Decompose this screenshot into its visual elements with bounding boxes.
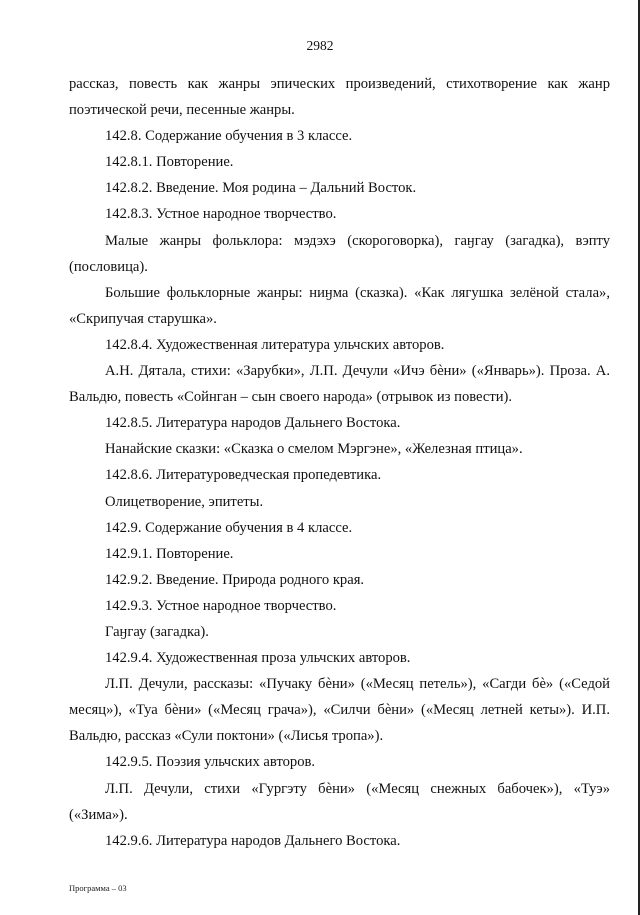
- paragraph: Гаӈгау (загадка).: [105, 623, 209, 640]
- section-heading: 142.9.1. Повторение.: [105, 545, 234, 562]
- page-number: 2982: [306, 38, 334, 53]
- section-heading: 142.8.5. Литература народов Дальнего Востока.: [105, 415, 401, 432]
- paragraph: А.Н. Дятала, стихи: «Зарубки», Л.П. Дечули «Ичэ бѐни» («Январь»). Проза. А. Вальдю, повесть «Сойнган – сын своего народа» (отрывок из повести).: [69, 363, 610, 406]
- section-heading: 142.8.3. Устное народное творчество.: [105, 206, 337, 223]
- footer-label: Программа – 03: [69, 883, 127, 893]
- section-heading: 142.9.6. Литература народов Дальнего Востока.: [105, 832, 401, 849]
- section-heading: 142.9.2. Введение. Природа родного края.: [105, 571, 365, 588]
- paragraph: Малые жанры фольклора: мэдэхэ (скороговорка), гаӈгау (загадка), вэпту (пословица).: [69, 232, 610, 275]
- section-heading: 142.8.4. Художественная литература ульчских авторов.: [105, 336, 445, 353]
- paragraph: Олицетворение, эпитеты.: [105, 493, 264, 510]
- paragraph: Нанайские сказки: «Сказка о смелом Мэргэне», «Железная птица».: [105, 441, 523, 458]
- paragraph: Л.П. Дечули, стихи «Гургэту бѐни» («Месяц снежных бабочек»), «Туэ» («Зима»).: [69, 780, 610, 823]
- section-heading: 142.8.6. Литературоведческая пропедевтика.: [105, 467, 382, 484]
- section-heading: 142.9. Содержание обучения в 4 классе.: [105, 519, 353, 536]
- section-heading: 142.9.4. Художественная проза ульчских авторов.: [105, 650, 411, 667]
- section-heading: 142.8.2. Введение. Моя родина – Дальний Восток.: [105, 180, 417, 197]
- paragraph: рассказ, повесть как жанры эпических произведений, стихотворение как жанр поэтической речи, песенные жанры.: [69, 76, 610, 119]
- section-heading: 142.9.3. Устное народное творчество.: [105, 597, 337, 614]
- paragraph: Большие фольклорные жанры: ниӈма (сказка). «Как лягушка зелёной стала», «Скрипучая старушка».: [69, 284, 610, 327]
- section-heading: 142.9.5. Поэзия ульчских авторов.: [105, 754, 316, 771]
- document-body: [69, 71, 610, 854]
- section-heading: 142.8.1. Повторение.: [105, 154, 234, 171]
- paragraph: Л.П. Дечули, рассказы: «Пучаку бѐни» («Месяц петель»), «Сагди бѐ» («Седой месяц»), «Туа бѐни» («Месяц грача»), «Силчи бѐни» («Месяц летней кеты»). И.П. Вальдю, рассказ «Сули поктони» («Лисья тропа»).: [69, 676, 610, 745]
- section-heading: 142.8. Содержание обучения в 3 классе.: [105, 128, 353, 145]
